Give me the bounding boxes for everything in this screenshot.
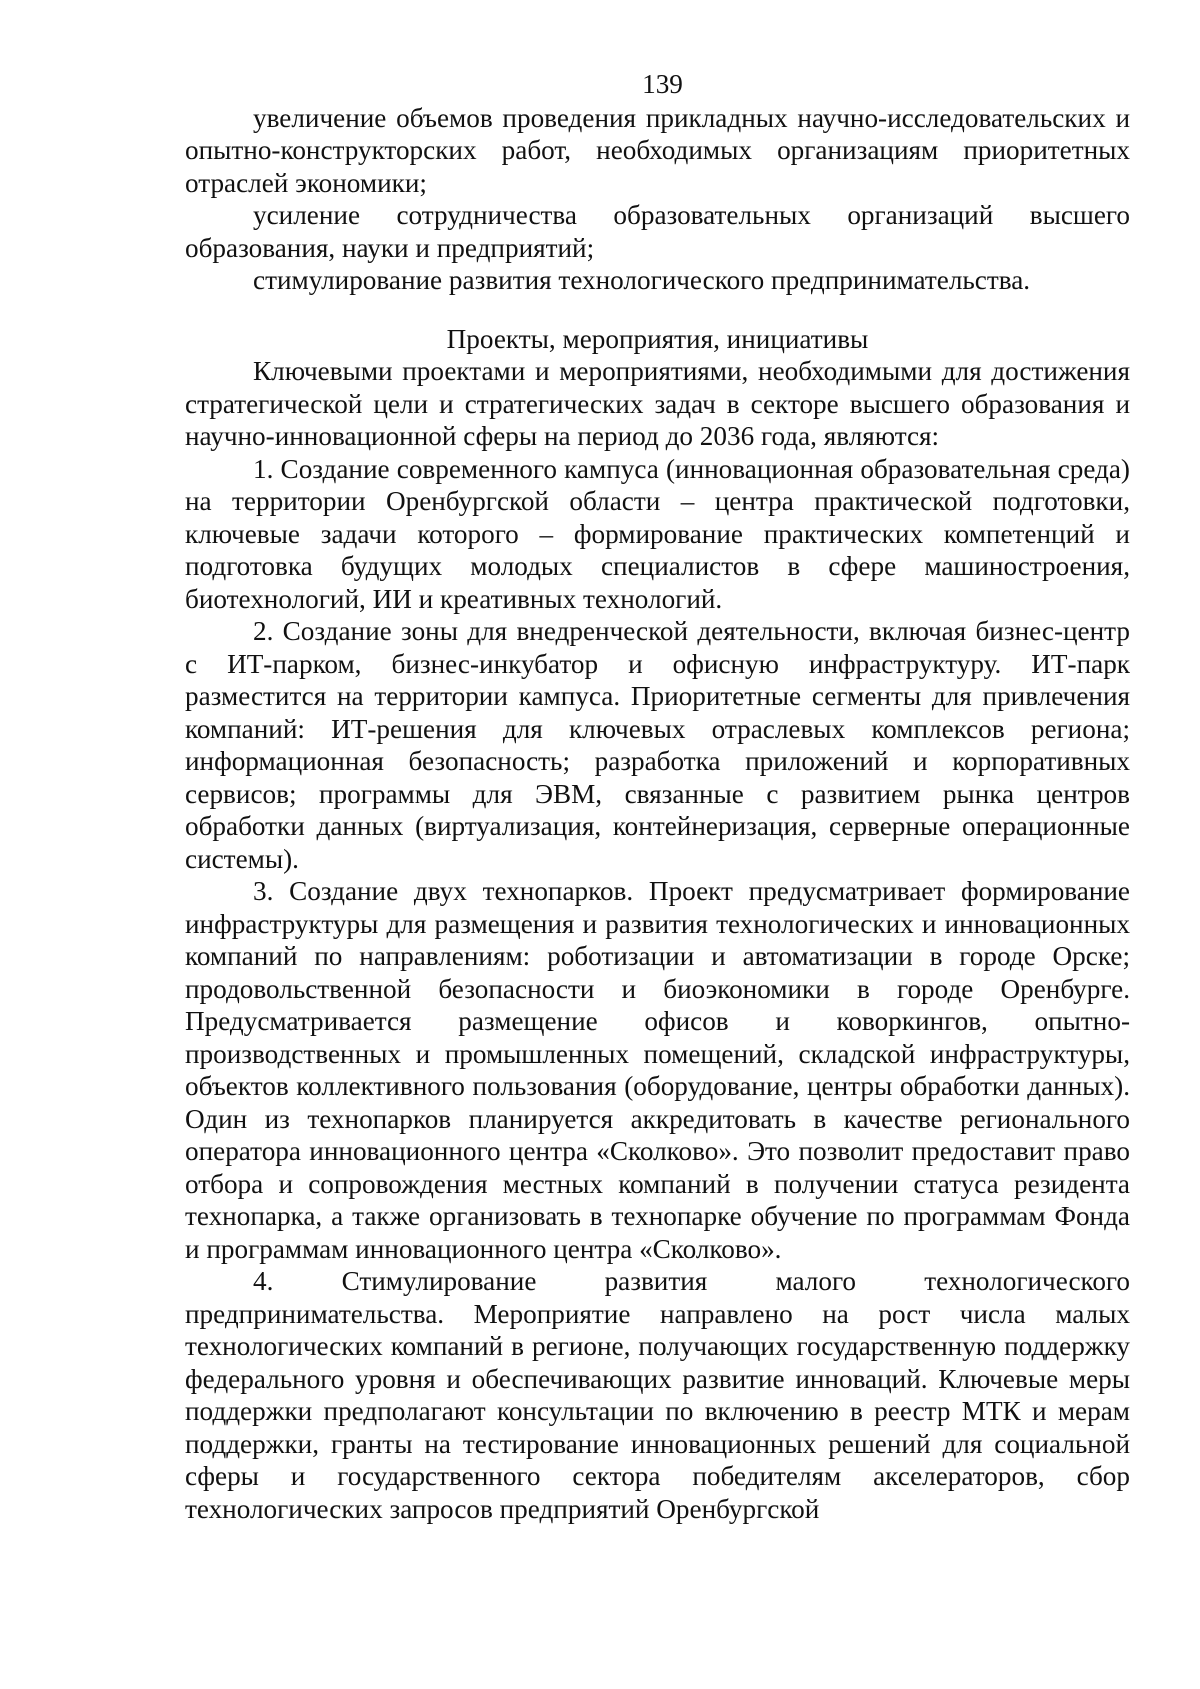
paragraph-intro: Ключевыми проектами и мероприятиями, необходимыми для достижения стратегической цели и стратегических задач в секторе высшего образования и научно-инновационной сферы на период до 2036 года, являются: — [185, 356, 1130, 451]
list-item-technoparks: 3. Создание двух технопарков. Проект предусматривает формирование инфраструктуры для размещения и развития технологических и инновационных компаний по направлениям: роботизации и автоматизации в городе Орске; продовольственной безопасности и биоэкономики в городе Оренбурге. Предусматривается размещение офисов и коворкингов, опытно-производственных и промышленных помещений, складской инфраструктуры, объектов коллективного пользования (оборудование, центры обработки данных). Один из технопарков планируется аккредитовать в качестве регионального оператора инновационного центра «Сколково». Это позволит предоставит право отбора и сопровождения местных компаний в получении статуса резидента технопарка, а также организовать в технопарке обучение по программам Фонда и программам инновационного центра «Сколково». — [185, 876, 1130, 1264]
page-number: 139 — [642, 69, 683, 99]
list-item-innovation-zone: 2. Создание зоны для внедренческой деятельности, включая бизнес-центр с ИТ-парком, бизнес-инкубатор и офисную инфраструктуру. ИТ-парк разместится на территории кампуса. Приоритетные сегменты для привлечения компаний: ИТ-решения для ключевых отраслевых комплексов региона; информационная безопасность; разработка приложений и корпоративных сервисов; программы для ЭВМ, связанные с развитием рынка центров обработки данных (виртуализация, контейнеризация, серверные операционные системы). — [185, 616, 1130, 874]
paragraph-tech-entrepreneurship: стимулирование развития технологического предпринимательства. — [253, 265, 1031, 295]
paragraph-cooperation: усиление сотрудничества образовательных организаций высшего образования, науки и предприятий; — [185, 200, 1130, 263]
document-page — [185, 68, 1130, 1525]
list-item-campus: 1. Создание современного кампуса (инновационная образовательная среда) на территории Оренбургской области – центра практической подготовки, ключевые задачи которого – формирование практических компетенций и подготовка будущих молодых специалистов в сфере машиностроения, биотехнологий, ИИ и креативных технологий. — [185, 453, 1130, 614]
paragraph-applied-research: увеличение объемов проведения прикладных научно-исследовательских и опытно-конструкторских работ, необходимых организациям приоритетных отраслей экономики; — [185, 102, 1130, 198]
list-item-small-tech-business: 4. Стимулирование развития малого технологического предпринимательства. Мероприятие направлено на рост числа малых технологических компаний в регионе, получающих государственную поддержку федерального уровня и обеспечивающих развитие инноваций. Ключевые меры поддержки предполагают консультации по включению в реестр МТК и мерам поддержки, гранты на тестирование инновационных решений для социальной сферы и государственного сектора победителям акселераторов, сбор технологических запросов предприятий Оренбургской — [185, 1266, 1130, 1524]
section-title: Проекты, мероприятия, инициативы — [446, 323, 869, 354]
